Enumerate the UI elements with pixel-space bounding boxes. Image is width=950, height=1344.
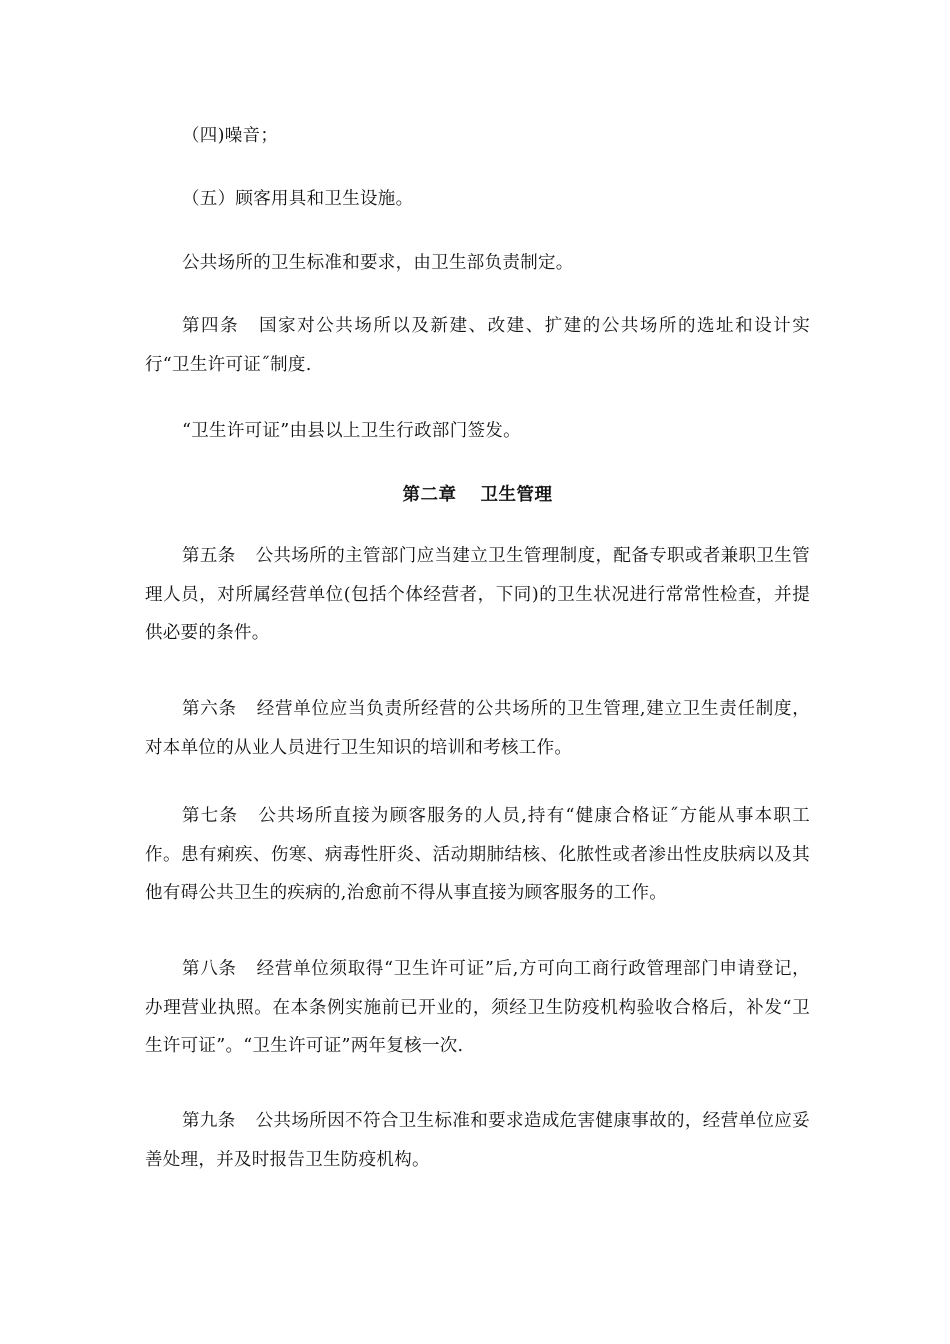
chapter-title: 卫生管理 bbox=[480, 485, 553, 505]
article-text: 经营单位应当负责所经营的公共场所的卫生管理,建立卫生责任制度，对本单位的从业人员进行卫生知识的培训和考核工作。 bbox=[145, 699, 810, 758]
article-text: 公共场所因不符合卫生标准和要求造成危害健康事故的，经营单位应妥善处理，并及时报告卫生防疫机构。 bbox=[145, 1111, 810, 1170]
article-text: 国家对公共场所以及新建、改建、扩建的公共场所的选址和设计实行“卫生许可证˝制度. bbox=[145, 316, 810, 375]
paragraph-text: “卫生许可证”由县以上卫生行政部门签发。 bbox=[182, 421, 521, 441]
article-text: 公共场所直接为顾客服务的人员,持有“健康合格证˝方能从事本职工作。患有痢疾、伤寒、病毒性肝炎、活动期肺结核、化脓性或者渗出性皮肤病以及其他有碍公共卫生的疾病的,治愈前不得从事直接为顾客服务的工作。 bbox=[145, 806, 810, 903]
paragraph-text: 公共场所的卫生标准和要求，由卫生部负责制定。 bbox=[182, 253, 574, 273]
chapter-number: 第二章 bbox=[402, 485, 457, 505]
license-issuer-paragraph bbox=[145, 412, 810, 451]
article-number: 第七条 bbox=[182, 806, 239, 826]
standards-paragraph bbox=[145, 244, 810, 283]
article-number: 第九条 bbox=[182, 1111, 236, 1131]
clause-item-4 bbox=[145, 117, 810, 156]
article-text: 公共场所的主管部门应当建立卫生管理制度，配备专职或者兼职卫生管理人员，对所属经营单位(包括个体经营者，下同)的卫生状况进行常常性检查，并提供必要的条件。 bbox=[145, 546, 810, 643]
article-6 bbox=[145, 690, 810, 767]
article-number: 第五条 bbox=[182, 546, 236, 566]
article-number: 第六条 bbox=[182, 699, 237, 719]
article-4 bbox=[145, 307, 810, 384]
article-8 bbox=[145, 950, 810, 1066]
clause-item-5 bbox=[145, 180, 810, 219]
article-number: 第八条 bbox=[182, 959, 237, 979]
article-9 bbox=[145, 1102, 810, 1179]
article-5 bbox=[145, 537, 810, 653]
article-7 bbox=[145, 797, 810, 913]
article-number: 第四条 bbox=[182, 316, 240, 336]
chapter-heading bbox=[145, 476, 810, 514]
clause-text: （四)噪音； bbox=[182, 126, 279, 146]
article-text: 经营单位须取得“卫生许可证”后,方可向工商行政管理部门申请登记，办理营业执照。在本条例实施前已开业的，须经卫生防疫机构验收合格后，补发“卫生许可证”。“卫生许可证”两年复核一次. bbox=[145, 959, 810, 1056]
clause-text: （五）顾客用具和卫生设施。 bbox=[182, 189, 414, 209]
